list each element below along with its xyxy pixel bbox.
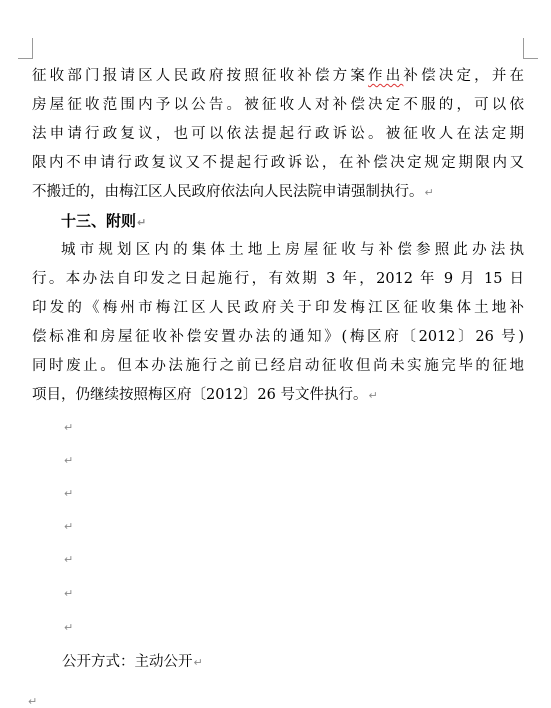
document-page (32, 62, 524, 410)
paragraph-mark-icon: ↵ (193, 656, 203, 669)
paragraph-mark-icon: ↵ (137, 216, 147, 229)
paragraph-1-line-4: 限内不申请行政复议又不提起行政诉讼，在补偿决定规定期限内又 (32, 155, 524, 171)
paragraph-2-line-6: 项目，仍继续按照梅区府〔2012〕26 号文件执行。↵ (32, 387, 378, 403)
empty-paragraph-mark-icon: ↵ (64, 621, 74, 634)
disclosure-line: 公开方式：主动公开↵ (62, 654, 203, 670)
crop-mark-top-left (18, 38, 33, 59)
paragraph-1-line-2: 房屋征收范围内予以公告。被征收人对补偿决定不服的，可以依 (32, 97, 524, 113)
paragraph-2-line-3: 印发的《梅州市梅江区人民政府关于印发梅江区征收集体土地补 (32, 300, 524, 316)
paragraph-mark-icon: ↵ (368, 389, 378, 402)
paragraph-1-line-5: 不搬迁的，由梅江区人民政府依法向人民法院申请强制执行。↵ (32, 184, 434, 200)
crop-mark-top-right (523, 38, 538, 59)
paragraph-1-line-3: 法申请行政复议，也可以依法提起行政诉讼。被征收人在法定期 (32, 126, 524, 142)
paragraph-mark-icon: ↵ (424, 186, 434, 199)
spellcheck-flagged-text: 作出 (368, 68, 404, 84)
empty-paragraph-mark-icon: ↵ (28, 695, 38, 708)
empty-paragraph-mark-icon: ↵ (64, 553, 74, 566)
paragraph-1-line-1: 征收部门报请区人民政府按照征收补偿方案作出补偿决定，并在 (32, 68, 524, 84)
empty-paragraph-mark-icon: ↵ (64, 520, 74, 533)
paragraph-2-line-2: 行。本办法自印发之日起施行，有效期 3 年，2012 年 9 月 15 日 (32, 271, 524, 287)
empty-paragraph-mark-icon: ↵ (64, 421, 74, 434)
paragraph-2-line-1: 城市规划区内的集体土地上房屋征收与补偿参照此办法执 (61, 242, 524, 258)
paragraph-2-line-4: 偿标准和房屋征收补偿安置办法的通知》(梅区府〔2012〕26 号) (32, 329, 524, 345)
section-13-heading: 十三、附则↵ (61, 212, 147, 230)
empty-paragraph-mark-icon: ↵ (64, 454, 74, 467)
paragraph-2-line-5: 同时废止。但本办法施行之前已经启动征收但尚未实施完毕的征地 (32, 358, 524, 374)
empty-paragraph-mark-icon: ↵ (64, 587, 74, 600)
empty-paragraph-mark-icon: ↵ (64, 487, 74, 500)
